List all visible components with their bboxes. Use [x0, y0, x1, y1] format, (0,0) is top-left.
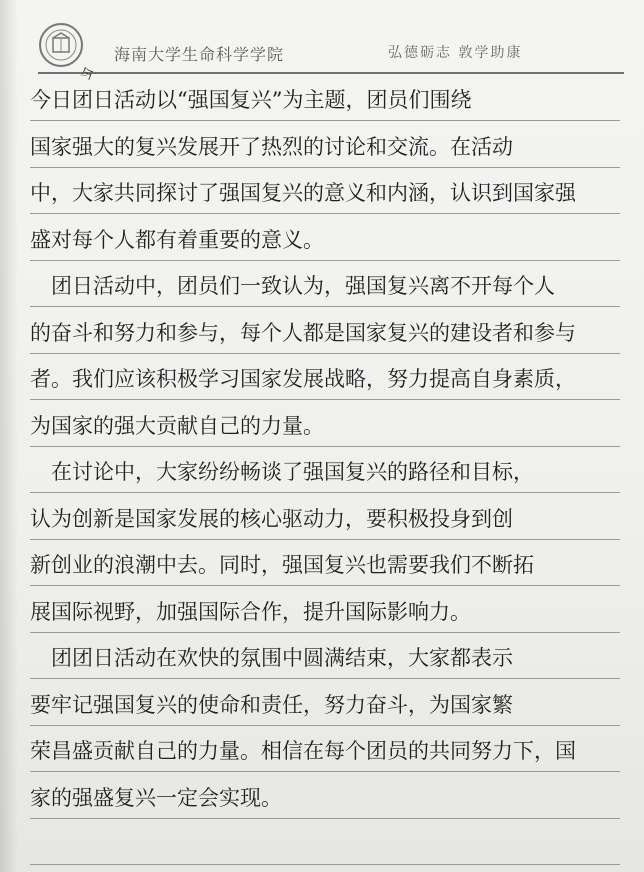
university-seal-icon	[38, 22, 84, 68]
text-line: 者。我们应该积极学习国家发展战略，努力提高自身素质，	[30, 367, 576, 391]
text-line: 中，大家共同探讨了强国复兴的意义和内涵，认识到国家强	[30, 181, 576, 205]
ruled-line	[30, 399, 620, 400]
text-line: 新创业的浪潮中去。同时，强国复兴也需要我们不断拓	[30, 553, 534, 577]
text-line: 为国家的强大贡献自己的力量。	[30, 413, 324, 438]
ruled-line	[30, 492, 620, 493]
page-edge-shadow	[0, 0, 18, 872]
ruled-line	[30, 678, 620, 679]
ruled-line	[30, 167, 620, 168]
ruled-line	[30, 306, 620, 307]
text-line: 国家强大的复兴发展开了热烈的讨论和交流。在活动	[30, 134, 513, 159]
ruled-line	[30, 864, 620, 865]
correction-mark: 今	[78, 65, 97, 85]
ruled-line	[30, 353, 620, 354]
text-line: 在讨论中，大家纷纷畅谈了强国复兴的路径和目标，	[30, 460, 534, 484]
page-header	[38, 18, 628, 72]
ruled-line	[30, 632, 620, 633]
text-line: 团日活动中，团员们一致认为，强国复兴离不开每个人	[30, 274, 555, 298]
ruled-line	[30, 771, 620, 772]
school-name: 海南大学生命科学学院	[114, 45, 285, 64]
text-line: 盛对每个人都有着重要的意义。	[30, 227, 324, 252]
text-line: 要牢记强国复兴的使命和责任，努力奋斗，为国家繁	[30, 692, 513, 717]
ruled-line	[30, 725, 620, 726]
school-motto: 弘德砺志 敦学助康	[388, 45, 523, 61]
ruled-line	[30, 539, 620, 540]
text-line: 认为创新是国家发展的核心驱动力，要积极投身到创	[30, 506, 513, 531]
ruled-line	[30, 213, 620, 214]
text-line: 展国际视野，加强国际合作，提升国际影响力。	[30, 599, 471, 624]
text-line: 荣昌盛贡献自己的力量。相信在每个团员的共同努力下，国	[30, 739, 576, 763]
ruled-line	[30, 818, 620, 819]
ruled-line	[30, 585, 620, 586]
ruled-line	[30, 446, 620, 447]
text-line: 团团日活动在欢快的氛围中圆满结束，大家都表示	[30, 646, 513, 670]
text-line: 的奋斗和努力和参与，每个人都是国家复兴的建设者和参与	[30, 320, 576, 345]
text-line: 家的强盛复兴一定会实现。	[30, 785, 282, 810]
ruled-line	[30, 120, 620, 121]
ruled-line	[30, 260, 620, 261]
text-line: 今日团日活动以“强国复兴”为主题，团员们围绕	[30, 88, 472, 112]
header-divider	[38, 72, 624, 74]
